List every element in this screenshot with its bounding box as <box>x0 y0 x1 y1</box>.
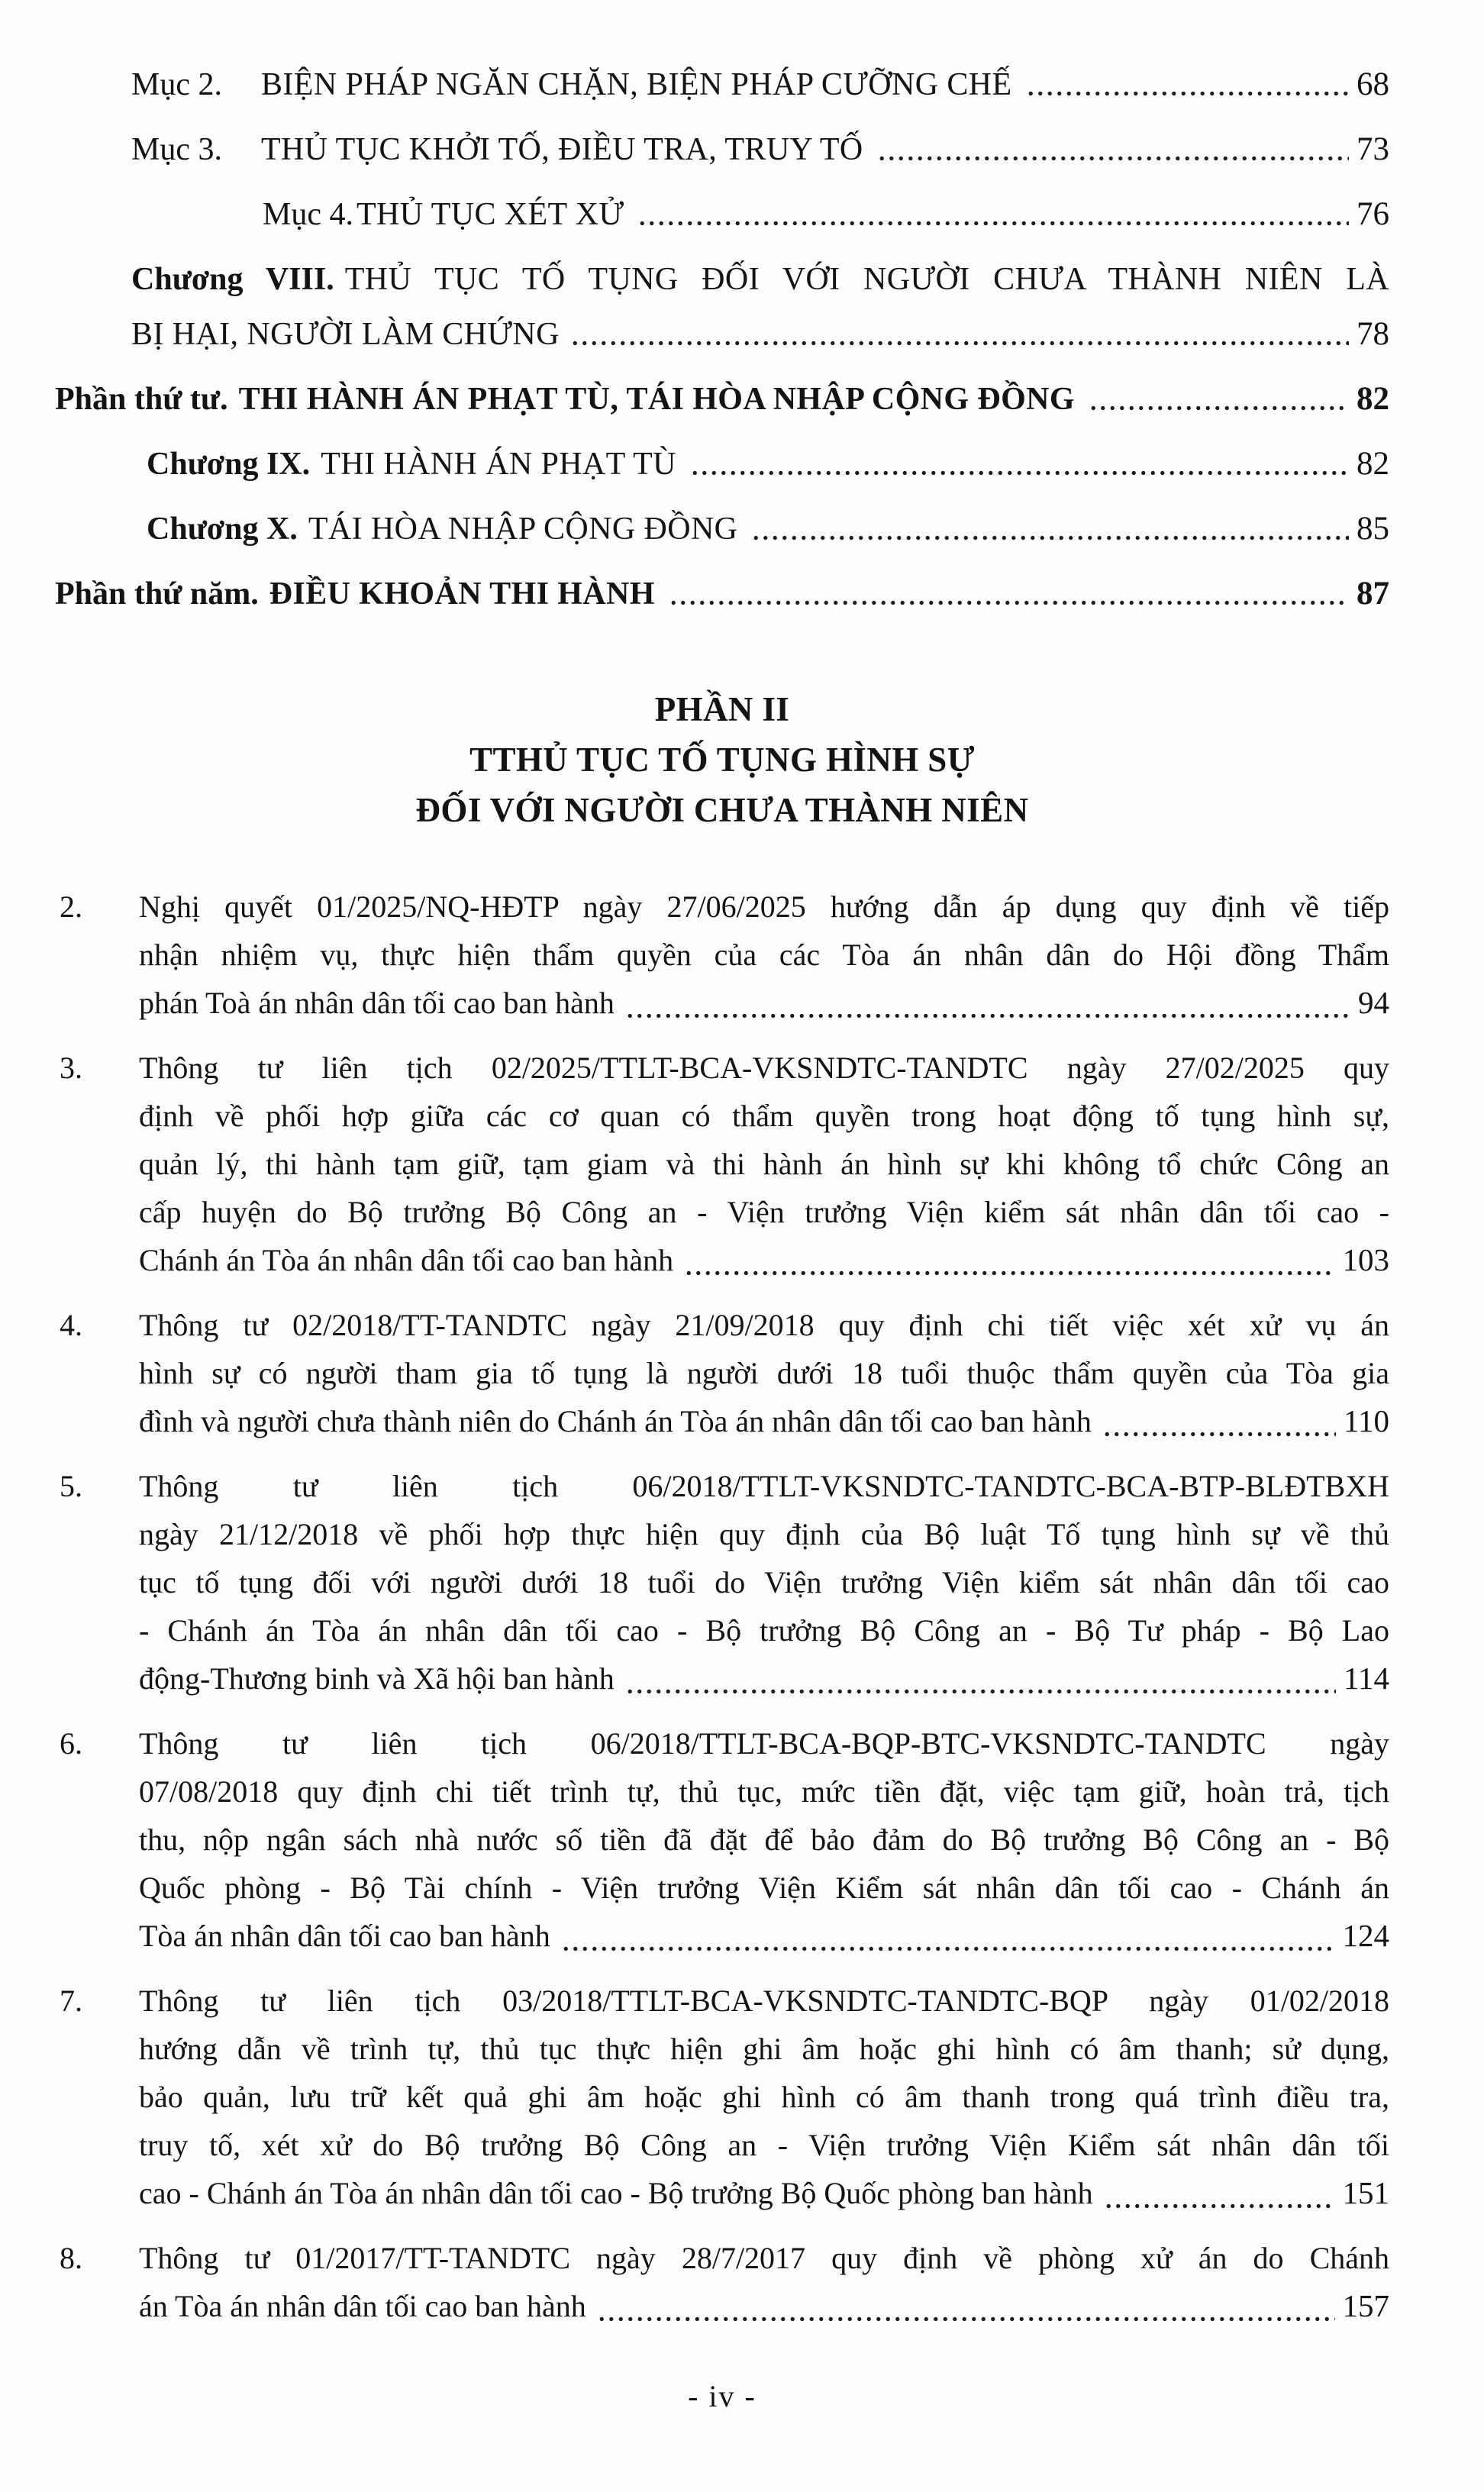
dot-leader <box>684 1260 1334 1284</box>
toc-item-number: 6. <box>60 1726 82 1761</box>
toc-item-5 <box>60 1462 1389 1703</box>
toc-item-line: thu, nộp ngân sách nhà nước số tiền đã đặt để bảo đảm do Bộ trưởng Bộ Công an - Bộ <box>139 1822 1389 1857</box>
toc-item-line: nhận nhiệm vụ, thực hiện thẩm quyền của các Tòa án nhân dân do Hội đồng Thẩm <box>139 938 1389 972</box>
toc-page-number: 68 <box>1357 66 1389 102</box>
toc-page-number: 73 <box>1357 131 1389 167</box>
toc-item-line: Thông tư liên tịch 03/2018/TTLT-BCA-VKSNDTC-TANDTC-BQP ngày 01/02/2018 <box>139 1984 1389 2018</box>
toc-page-number: 85 <box>1357 511 1389 547</box>
toc-entry-label: Chương X. <box>147 512 298 547</box>
toc-item-body <box>139 1301 1389 1445</box>
toc-item-lastline <box>139 2169 1389 2217</box>
toc-entry-line <box>131 260 1389 299</box>
toc-item-line: ngày 21/12/2018 về phối hợp thực hiện quy định của Bộ luật Tố tụng hình sự về thủ <box>139 1517 1389 1551</box>
dot-leader <box>1026 80 1349 105</box>
toc-page-number: 157 <box>1342 2288 1389 2323</box>
toc-item-line: Thông tư 02/2018/TT-TANDTC ngày 21/09/2018 quy định chi tiết việc xét xử vụ án <box>139 1308 1389 1342</box>
toc-item-line: phán Toà án nhân dân tối cao ban hành <box>139 986 615 1020</box>
toc-item-body <box>139 1044 1389 1284</box>
toc-entry-label: Phần thứ năm. <box>55 576 259 612</box>
toc-item-number: 3. <box>60 1051 82 1085</box>
toc-page-number: 151 <box>1342 2175 1389 2210</box>
toc-item-body <box>139 2234 1389 2330</box>
toc-item-line: hướng dẫn về trình tự, thủ tục thực hiện ghi âm hoặc ghi hình có âm thanh; sử dụng, <box>139 2032 1389 2066</box>
toc-entry-chuong-8 <box>55 260 1389 354</box>
toc-item-line: đình và người chưa thành niên do Chánh án Tòa án nhân dân tối cao ban hành <box>139 1404 1092 1438</box>
toc-page-number: 82 <box>1357 381 1389 417</box>
dot-leader <box>625 1002 1350 1027</box>
toc-item-line: hình sự có người tham gia tố tụng là người dưới 18 tuổi thuộc thẩm quyền của Tòa gia <box>139 1356 1389 1390</box>
toc-item-line: cấp huyện do Bộ trưởng Bộ Công an - Viện trưởng Viện kiểm sát nhân dân tối cao - <box>139 1195 1389 1229</box>
toc-item-6 <box>60 1719 1389 1960</box>
toc-item-2 <box>60 883 1389 1027</box>
toc-page-number: 87 <box>1357 576 1389 612</box>
toc-page-number: 124 <box>1342 1918 1389 1953</box>
toc-entry-muc-3 <box>131 130 1389 169</box>
toc-item-list <box>55 883 1389 2330</box>
dot-leader <box>597 2306 1335 2330</box>
toc-item-line: 07/08/2018 quy định chi tiết trình tự, thủ tục, mức tiền đặt, việc tạm giữ, hoàn trả, tịch <box>139 1774 1389 1809</box>
toc-item-line: Tòa án nhân dân tối cao ban hành <box>139 1919 550 1953</box>
dot-leader <box>625 1678 1336 1703</box>
toc-entry-label: Phần thứ tư. <box>55 382 228 417</box>
toc-entry-label: Mục 4. <box>263 197 353 232</box>
toc-item-line: tục tố tụng đối với người dưới 18 tuổi do Viện trưởng Viện kiểm sát nhân dân tối cao <box>139 1565 1389 1599</box>
toc-entry-chuong-10 <box>147 509 1389 549</box>
toc-entry-label: Mục 2. <box>131 67 222 102</box>
toc-item-lastline <box>139 1654 1389 1703</box>
toc-item-body <box>139 1719 1389 1960</box>
toc-item-8 <box>60 2234 1389 2330</box>
toc-item-line: bảo quản, lưu trữ kết quả ghi âm hoặc ghi hình có âm thanh trong quá trình điều tra, <box>139 2080 1389 2114</box>
toc-page-number: 114 <box>1344 1661 1389 1696</box>
toc-item-4 <box>60 1301 1389 1445</box>
toc-entry-phan-5 <box>55 574 1389 614</box>
part-heading-line1: PHẦN II <box>654 690 790 728</box>
toc-entry-title: TÁI HÒA NHẬP CỘNG ĐỒNG <box>308 512 738 547</box>
toc-entry-muc-2 <box>131 65 1389 105</box>
toc-entry-title: THI HÀNH ÁN PHẠT TÙ, TÁI HÒA NHẬP CỘNG ĐỒNG <box>238 382 1075 417</box>
toc-item-number: 2. <box>60 889 82 924</box>
toc-item-line: Thông tư liên tịch 06/2018/TTLT-VKSNDTC-TANDTC-BCA-BTP-BLĐTBXH <box>139 1469 1389 1503</box>
toc-item-line: quản lý, thi hành tạm giữ, tạm giam và thi hành án hình sự khi không tổ chức Công an <box>139 1147 1389 1181</box>
dot-leader <box>877 145 1349 169</box>
toc-item-number: 7. <box>60 1984 82 2018</box>
toc-item-body <box>139 1462 1389 1703</box>
dot-leader <box>1104 2193 1335 2217</box>
toc-item-lastline <box>139 1236 1389 1284</box>
toc-item-number: 4. <box>60 1308 82 1342</box>
dot-leader <box>751 525 1349 549</box>
toc-item-lastline <box>139 1912 1389 1960</box>
toc-item-line: động-Thương binh và Xã hội ban hành <box>139 1661 615 1696</box>
toc-page-number: 94 <box>1358 985 1389 1020</box>
toc-item-line: Nghị quyết 01/2025/NQ-HĐTP ngày 27/06/2025 hướng dẫn áp dụng quy định về tiếp <box>139 889 1389 924</box>
toc-item-line: cao - Chánh án Tòa án nhân dân tối cao - Bộ trưởng Bộ Quốc phòng ban hành <box>139 2176 1093 2210</box>
toc-item-7 <box>60 1977 1389 2217</box>
toc-entry-line <box>131 315 1389 354</box>
toc-item-line: - Chánh án Tòa án nhân dân tối cao - Bộ trưởng Bộ Công an - Bộ Tư pháp - Bộ Lao <box>139 1613 1389 1648</box>
toc-item-line: Thông tư 01/2017/TT-TANDTC ngày 28/7/2017 quy định về phòng xử án do Chánh <box>139 2241 1389 2275</box>
toc-page-number: 110 <box>1344 1403 1389 1438</box>
toc-item-line: truy tố, xét xử do Bộ trưởng Bộ Công an - Viện trưởng Viện Kiểm sát nhân dân tối <box>139 2128 1389 2162</box>
toc-entry-title: THỦ TỤC XÉT XỬ <box>356 197 624 232</box>
part-heading-line2: TTHỦ TỤC TỐ TỤNG HÌNH SỰ <box>469 741 975 779</box>
part-heading <box>55 684 1389 835</box>
toc-entry-label: Chương IX. <box>147 447 311 482</box>
dot-leader <box>1102 1421 1336 1445</box>
dot-leader <box>669 589 1349 614</box>
dot-leader <box>1089 395 1349 419</box>
dot-leader <box>637 210 1349 234</box>
dot-leader <box>561 1935 1335 1960</box>
dot-leader <box>570 330 1349 354</box>
toc-item-3 <box>60 1044 1389 1284</box>
toc-entry-title: BỊ HẠI, NGƯỜI LÀM CHỨNG <box>131 317 560 352</box>
part-heading-line3: ĐỐI VỚI NGƯỜI CHƯA THÀNH NIÊN <box>415 791 1029 829</box>
dot-leader <box>690 460 1349 484</box>
toc-page-number: 78 <box>1357 316 1389 352</box>
toc-item-line: Thông tư liên tịch 06/2018/TTLT-BCA-BQP-BTC-VKSNDTC-TANDTC ngày <box>139 1726 1389 1761</box>
page-number-footer: - iv - <box>688 2379 757 2413</box>
toc-item-line: Chánh án Tòa án nhân dân tối cao ban hành <box>139 1243 674 1277</box>
toc-entry-title: BIỆN PHÁP NGĂN CHẶN, BIỆN PHÁP CƯỠNG CHẾ <box>261 67 1012 102</box>
toc-item-line: Quốc phòng - Bộ Tài chính - Viện trưởng Viện Kiểm sát nhân dân tối cao - Chánh án <box>139 1871 1389 1905</box>
toc-entry-title: THỦ TỤC KHỞI TỐ, ĐIỀU TRA, TRUY TỐ <box>261 132 863 167</box>
toc-entry-phan-4 <box>55 379 1389 419</box>
toc-entry-muc-4 <box>263 195 1389 234</box>
toc-entry-label: Chương VIII. <box>131 262 334 297</box>
toc-item-lastline <box>139 979 1389 1027</box>
toc-item-body <box>139 883 1389 1027</box>
toc-item-number: 5. <box>60 1469 82 1503</box>
toc-page-number: 76 <box>1357 196 1389 232</box>
toc-item-line: án Tòa án nhân dân tối cao ban hành <box>139 2289 586 2323</box>
toc-item-lastline <box>139 2282 1389 2330</box>
toc-entry-title: ĐIỀU KHOẢN THI HÀNH <box>269 576 655 612</box>
toc-item-body <box>139 1977 1389 2217</box>
toc-entry-label: Mục 3. <box>131 132 222 167</box>
toc-item-lastline <box>139 1397 1389 1445</box>
toc-page-number: 103 <box>1342 1242 1389 1277</box>
toc-entry-chuong-9 <box>147 444 1389 484</box>
toc-page-number: 82 <box>1357 446 1389 482</box>
toc-content <box>55 65 1389 2420</box>
toc-entry-title: THỦ TỤC TỐ TỤNG ĐỐI VỚI NGƯỜI CHƯA THÀNH NIÊN LÀ <box>344 262 1389 297</box>
toc-entry-title: THI HÀNH ÁN PHẠT TÙ <box>321 447 676 482</box>
toc-item-line: định về phối hợp giữa các cơ quan có thẩm quyền trong hoạt động tố tụng hình sự, <box>139 1099 1389 1133</box>
toc-item-line: Thông tư liên tịch 02/2025/TTLT-BCA-VKSNDTC-TANDTC ngày 27/02/2025 quy <box>139 1051 1389 1085</box>
toc-item-number: 8. <box>60 2241 82 2275</box>
